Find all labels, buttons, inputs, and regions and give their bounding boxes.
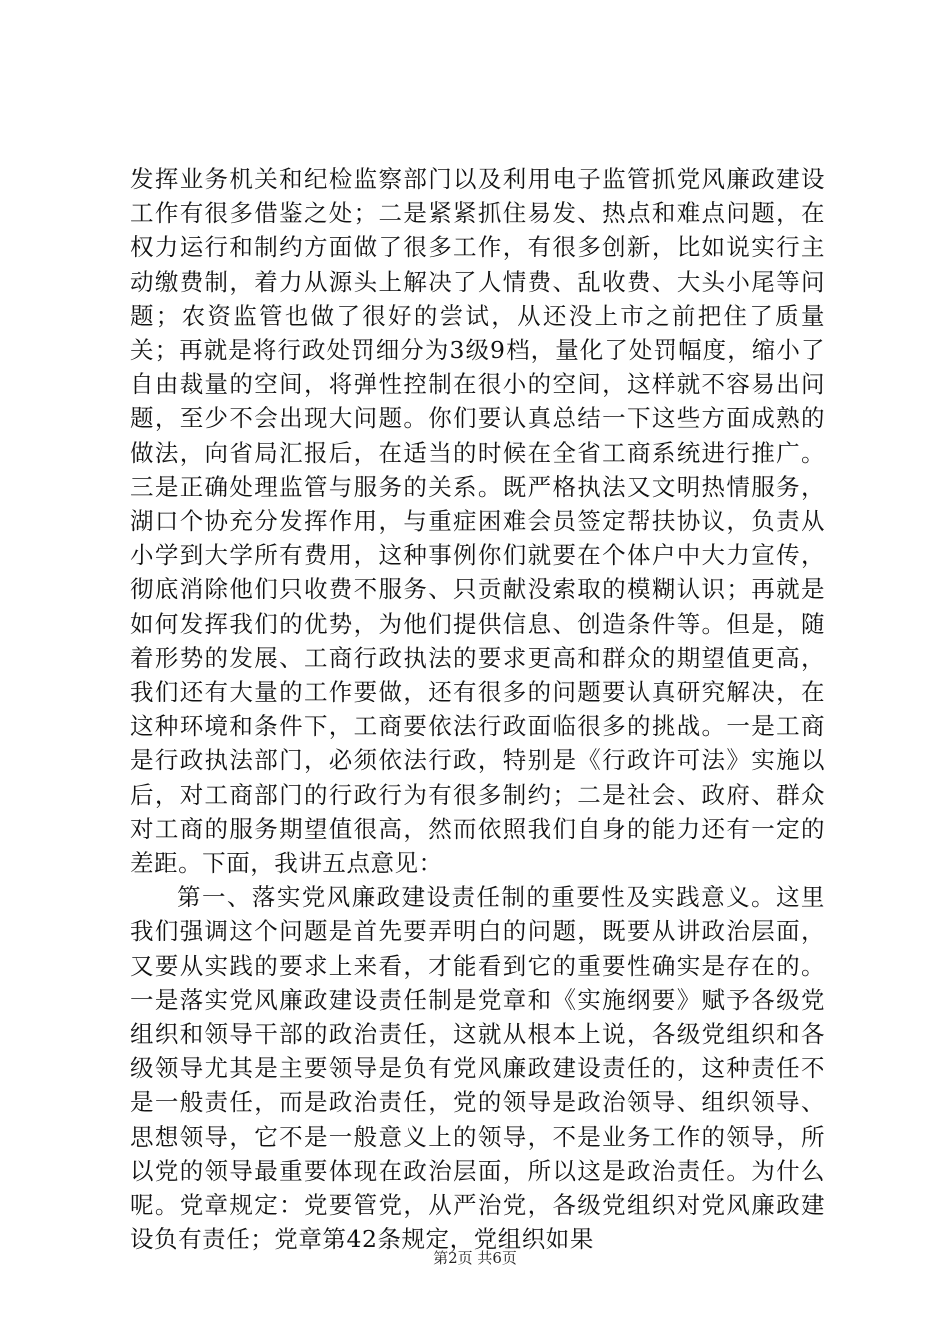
paragraph-continuation: 发挥业务机关和纪检监察部门以及利用电子监管抓党风廉政建设工作有很多借鉴之处；二是紧紧抓住易发、热点和难点问题，在权力运行和制约方面做了很多工作，有很多创新，比如说实行主动缴费制，着力从源头上解决了人情费、乱收费、大头小尾等问题；农资监管也做了很好的尝试，从还没上市之前把住了质量关；再就是将行政处罚细分为3级9档，量化了处罚幅度，缩小了自由裁量的空间，将弹性控制在很小的空间，这样就不容易出问题，至少不会出现大问题。你们要认真总结一下这些方面成熟的做法，向省局汇报后，在适当的时候在全省工商系统进行推广。三是正确处理监管与服务的关系。既严格执法又文明热情服务，湖口个协充分发挥作用，与重症困难会员签定帮扶协议，负责从小学到大学所有费用，这种事例你们就要在个体户中大力宣传，彻底消除他们只收费不服务、只贡献没索取的模糊认识；再就是如何发挥我们的优势，为他们提供信息、创造条件等。但是，随着形势的发展、工商行政执法的要求更高和群众的期望值更高，我们还有大量的工作要做，还有很多的问题要认真研究解决，在这种环境和条件下，工商要依法行政面临很多的挑战。一是工商是行政执法部门，必须依法行政，特别是《行政许可法》实施以后，对工商部门的行政行为有很多制约；二是社会、政府、群众对工商的服务期望值很高，然而依照我们自身的能力还有一定的差距。下面，我讲五点意见： bbox=[130, 165, 825, 878]
page-footer: 第2页 共6页 bbox=[433, 1249, 517, 1267]
paragraph-first-point: 第一、落实党风廉政建设责任制的重要性及实践意义。这里我们强调这个问题是首先要弄明白的问题，既要从讲政治层面，又要从实践的要求上来看，才能看到它的重要性确实是存在的。一是落实党风廉政建设责任制是党章和《实施纲要》赋予各级党组织和领导干部的政治责任，这就从根本上说，各级党组织和各级领导尤其是主要领导是负有党风廉政建设责任的，这种责任不是一般责任，而是政治责任，党的领导是政治领导、组织领导、思想领导，它不是一般意义上的领导，不是业务工作的领导，所以党的领导最重要体现在政治层面，所以这是政治责任。为什么呢。党章规定：党要管党，从严治党，各级党组织对党风廉政建设负有责任；党章第42条规定，党组织如果 bbox=[130, 883, 825, 1254]
body-text bbox=[130, 162, 825, 1257]
